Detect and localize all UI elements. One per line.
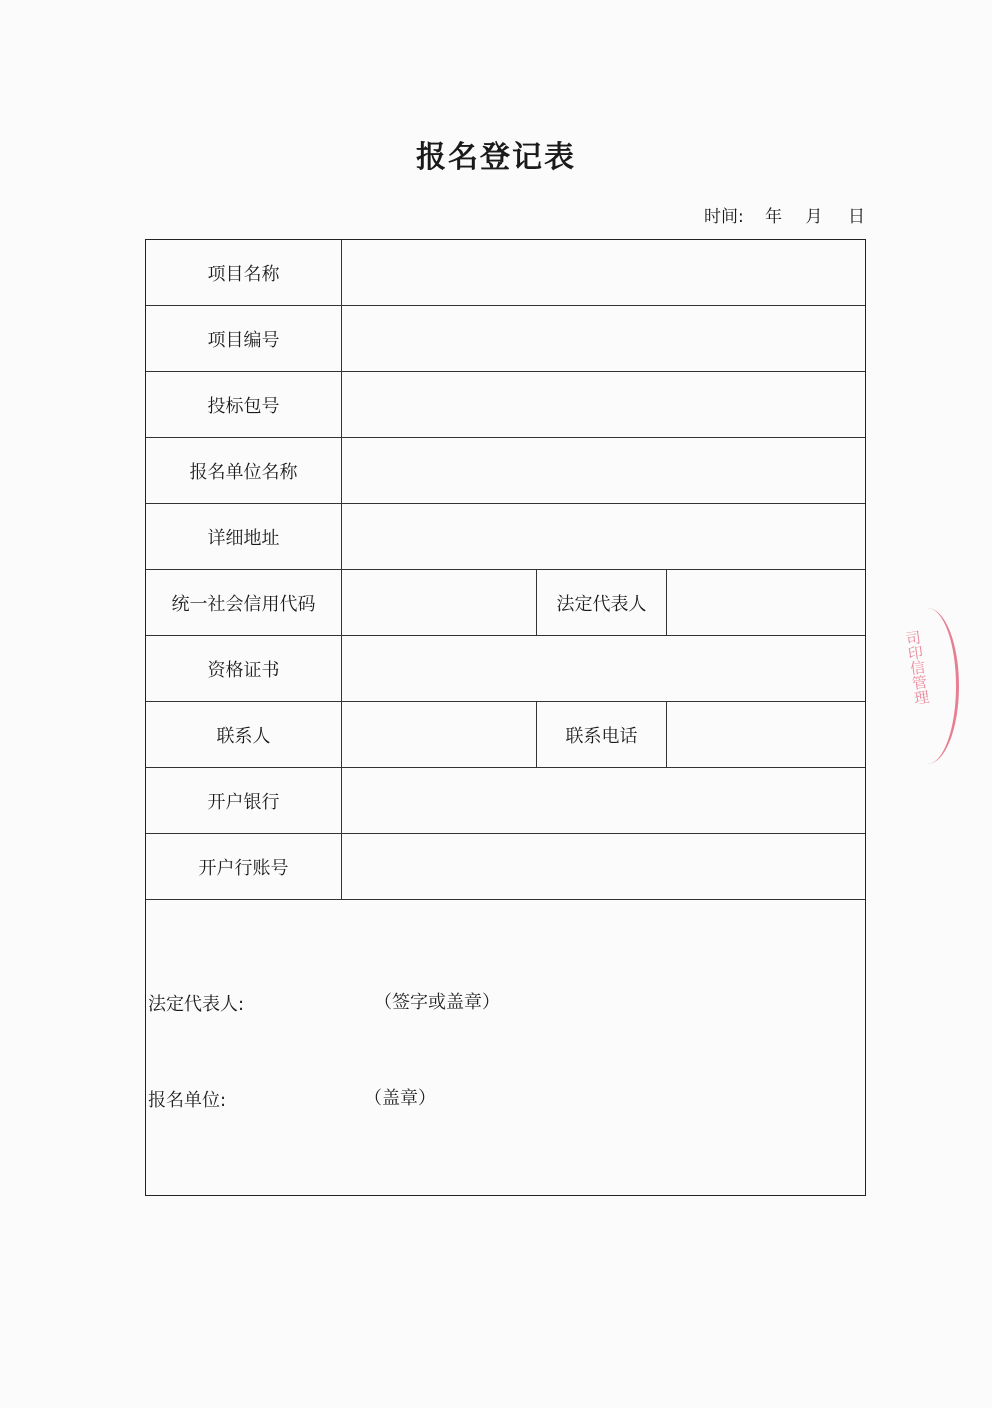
row-value-field[interactable]	[342, 504, 865, 569]
row-value-field-secondary[interactable]	[667, 702, 865, 767]
row-credit-code	[146, 570, 865, 636]
row-label: 联系人	[146, 702, 342, 767]
form-title: 报名登记表	[416, 140, 576, 175]
row-label: 资格证书	[146, 636, 342, 701]
row-value-field-secondary[interactable]	[667, 570, 865, 635]
row-project-name	[146, 240, 865, 306]
row-value-field[interactable]	[342, 702, 537, 767]
unit-sign-label: 报名单位:	[148, 1090, 227, 1111]
row-label: 开户银行	[146, 768, 342, 833]
row-address	[146, 504, 865, 570]
unit-sign-note: （盖章）	[364, 1088, 436, 1109]
row-label-secondary: 联系电话	[537, 702, 667, 767]
row-label: 项目编号	[146, 306, 342, 371]
row-label: 项目名称	[146, 240, 342, 305]
signature-area	[146, 900, 865, 1195]
row-value-field[interactable]	[342, 636, 865, 701]
row-qualification	[146, 636, 865, 702]
row-label: 统一社会信用代码	[146, 570, 342, 635]
row-label-secondary: 法定代表人	[537, 570, 667, 635]
row-label: 报名单位名称	[146, 438, 342, 503]
row-value-field[interactable]	[342, 768, 865, 833]
row-value-field[interactable]	[342, 372, 865, 437]
row-registrant-name	[146, 438, 865, 504]
row-label: 开户行账号	[146, 834, 342, 899]
date-year: 年	[765, 207, 783, 227]
date-line	[704, 202, 865, 227]
row-label: 详细地址	[146, 504, 342, 569]
date-label: 时间:	[704, 207, 744, 227]
legal-rep-sign-note: （签字或盖章）	[374, 992, 500, 1013]
row-value-field[interactable]	[342, 240, 865, 305]
row-value-field[interactable]	[342, 834, 865, 899]
row-value-field[interactable]	[342, 570, 537, 635]
date-month: 月	[805, 207, 823, 227]
legal-rep-sign-label: 法定代表人:	[148, 994, 245, 1015]
row-value-field[interactable]	[342, 438, 865, 503]
row-bank	[146, 768, 865, 834]
registration-form-table	[145, 239, 866, 1196]
red-seal-stamp-text: 司印信管理	[902, 629, 932, 706]
row-bank-account	[146, 834, 865, 900]
row-project-number	[146, 306, 865, 372]
row-bid-package-number	[146, 372, 865, 438]
row-value-field[interactable]	[342, 306, 865, 371]
row-contact	[146, 702, 865, 768]
date-day: 日	[847, 207, 865, 227]
row-label: 投标包号	[146, 372, 342, 437]
